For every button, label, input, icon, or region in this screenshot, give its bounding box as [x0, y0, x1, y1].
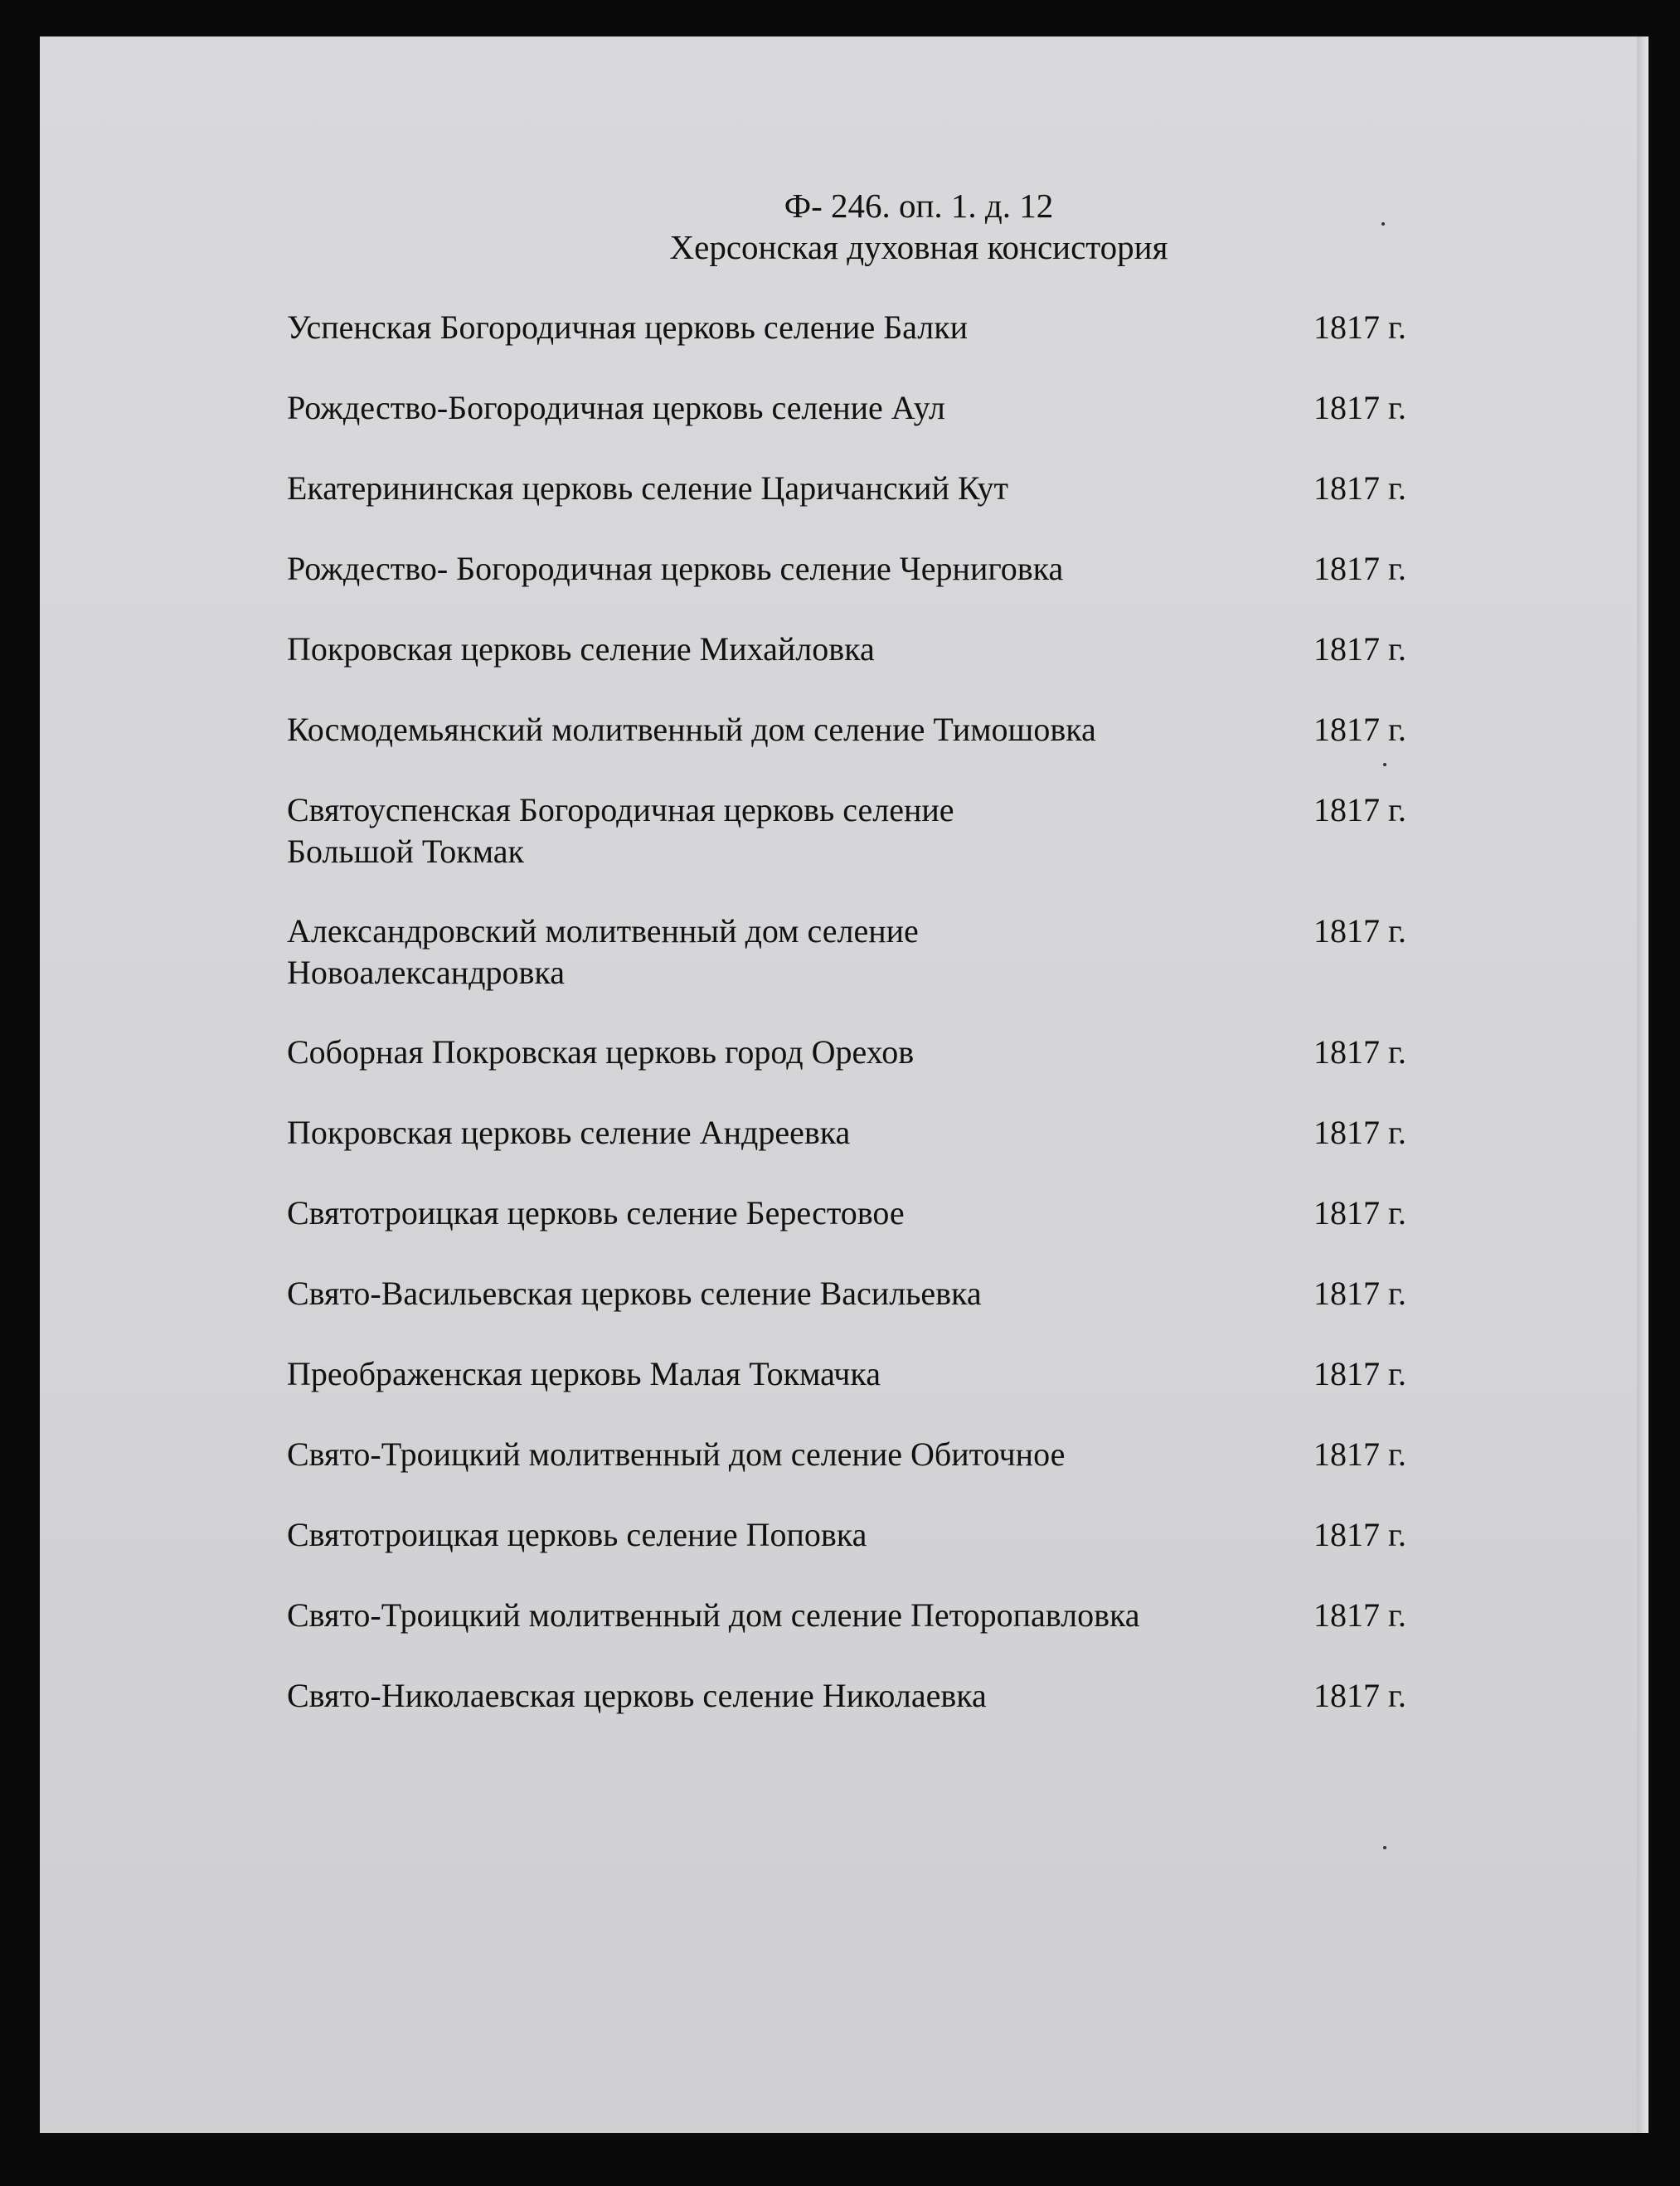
- consistory-title: Херсонская духовная консистория: [669, 228, 1168, 266]
- year: 1817 г.: [1313, 1435, 1406, 1473]
- year: 1817 г.: [1313, 1516, 1406, 1553]
- year: 1817 г.: [1313, 630, 1406, 668]
- church-name: Свято-Троицкий молитвенный дом селение Петоропавловка: [287, 1596, 1140, 1634]
- church-name: Святоуспенская Богородичная церковь селение Большой Токмак: [287, 791, 954, 870]
- church-name: Космодемьянский молитвенный дом селение Тимошовка: [287, 711, 1096, 748]
- year: 1817 г.: [1313, 791, 1406, 828]
- paper-speck: [1383, 763, 1386, 766]
- church-name: Свято-Троицкий молитвенный дом селение Обиточное: [287, 1435, 1066, 1473]
- year: 1817 г.: [1313, 1596, 1406, 1634]
- year: 1817 г.: [1313, 1033, 1406, 1071]
- church-name: Успенская Богородичная церковь селение Балки: [287, 308, 969, 346]
- paper-speck: [1383, 1846, 1386, 1849]
- church-name: Рождество- Богородичная церковь селение Черниговка: [287, 550, 1064, 587]
- year: 1817 г.: [1313, 308, 1406, 346]
- church-name: Рождество-Богородичная церковь селение Аул: [287, 389, 945, 426]
- document-page: [40, 36, 1648, 2133]
- church-name: Александровский молитвенный дом селение Новоалександровка: [287, 912, 919, 991]
- church-name: Святотроицкая церковь селение Берестовое: [287, 1194, 905, 1231]
- year: 1817 г.: [1313, 912, 1406, 950]
- year: 1817 г.: [1313, 1677, 1406, 1714]
- church-name: Преображенская церковь Малая Токмачка: [287, 1355, 881, 1392]
- church-name: Покровская церковь селение Андреевка: [287, 1114, 851, 1151]
- year: 1817 г.: [1313, 469, 1406, 507]
- church-name: Свято-Николаевская церковь селение Николаевка: [287, 1677, 987, 1714]
- church-name: Святотроицкая церковь селение Поповка: [287, 1516, 867, 1553]
- year: 1817 г.: [1313, 1275, 1406, 1312]
- fond-reference: Ф- 246. оп. 1. д. 12: [784, 187, 1054, 225]
- page-edge: [1637, 36, 1648, 2133]
- year: 1817 г.: [1313, 550, 1406, 587]
- church-name: Соборная Покровская церковь город Орехов: [287, 1033, 915, 1071]
- year: 1817 г.: [1313, 1194, 1406, 1231]
- year: 1817 г.: [1313, 1114, 1406, 1151]
- year: 1817 г.: [1313, 1355, 1406, 1392]
- church-name: Екатерининская церковь селение Царичанский Кут: [287, 469, 1009, 507]
- church-name: Покровская церковь селение Михайловка: [287, 630, 875, 668]
- paper-speck: [1381, 222, 1385, 226]
- year: 1817 г.: [1313, 711, 1406, 748]
- church-name: Свято-Васильевская церковь селение Васильевка: [287, 1275, 982, 1312]
- year: 1817 г.: [1313, 389, 1406, 426]
